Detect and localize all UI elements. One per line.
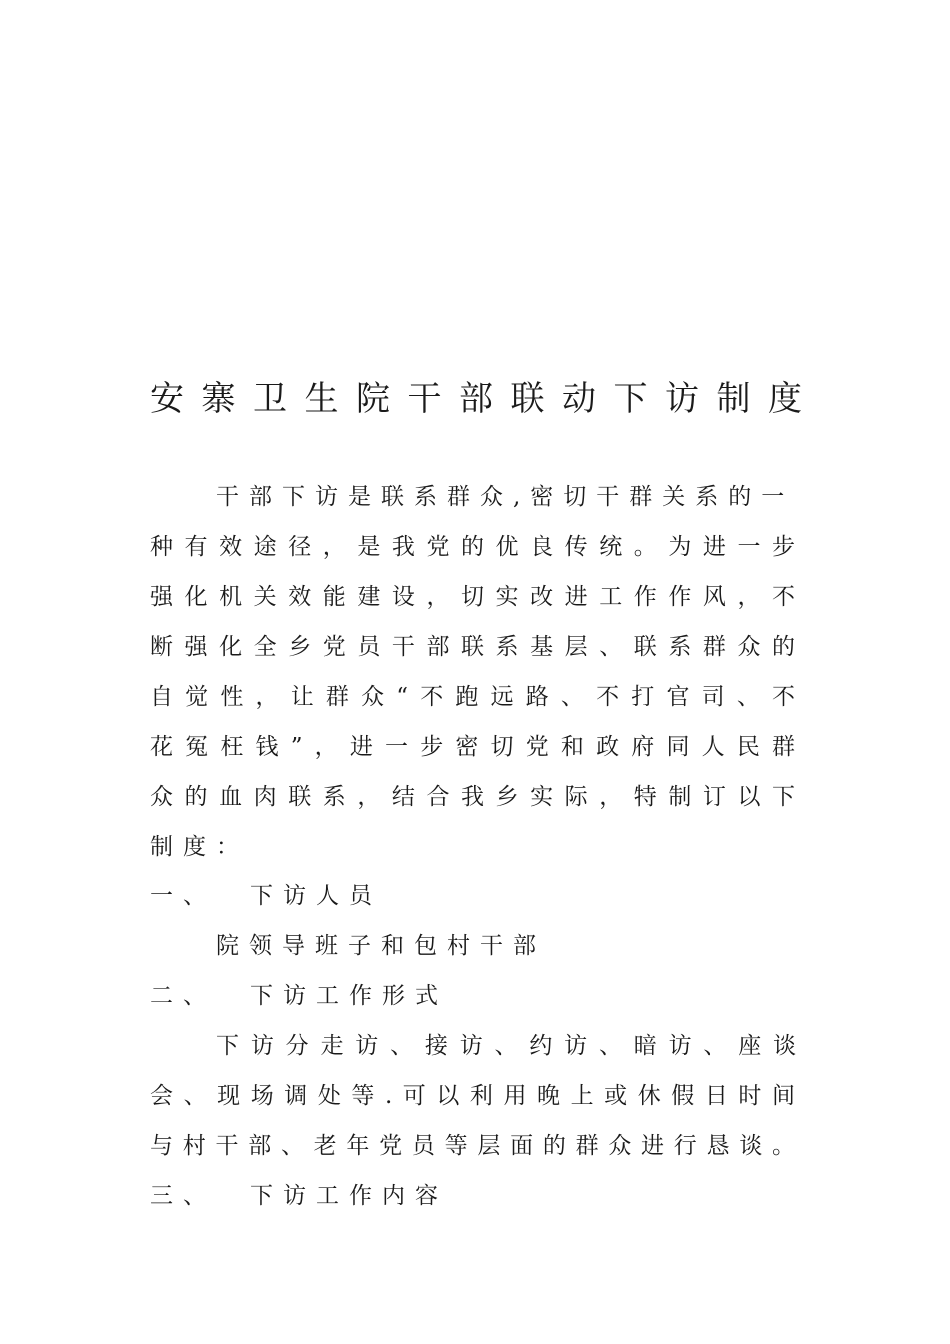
section-heading-text: 下访工作内容	[250, 1183, 448, 1209]
section-2-body-line-1: 下访分走访、接访、约访、暗访、座谈	[216, 1033, 796, 1059]
intro-line-2: 种有效途径，是我党的优良传统。为进一步	[150, 534, 795, 560]
intro-line-4: 断强化全乡党员干部联系基层、联系群众的	[150, 634, 795, 660]
section-1-body-line-1: 院领导班子和包村干部	[216, 933, 546, 959]
section-number: 一、	[150, 883, 216, 909]
section-number: 三、	[150, 1183, 216, 1209]
section-heading-text: 下访人员	[250, 883, 382, 909]
intro-line-8: 制度：	[150, 834, 249, 860]
section-heading-text: 下访工作形式	[250, 983, 448, 1009]
intro-line-5: 自觉性，让群众“不跑远路、不打官司、不	[150, 684, 795, 710]
intro-line-3: 强化机关效能建设，切实改进工作作风，不	[150, 584, 795, 610]
document-title: 安寨卫生院干部联动下访制度	[150, 379, 820, 419]
section-2-body-line-2: 会、现场调处等.可以利用晚上或休假日时间	[150, 1083, 795, 1109]
section-2-body-line-3: 与村干部、老年党员等层面的群众进行恳谈。	[150, 1133, 795, 1159]
intro-line-1: 干部下访是联系群众,密切干群关系的一	[216, 484, 795, 510]
intro-line-6: 花冤枉钱”，进一步密切党和政府同人民群	[150, 734, 795, 760]
section-number: 二、	[150, 983, 216, 1009]
intro-line-7: 众的血肉联系，结合我乡实际，特制订以下	[150, 784, 795, 810]
